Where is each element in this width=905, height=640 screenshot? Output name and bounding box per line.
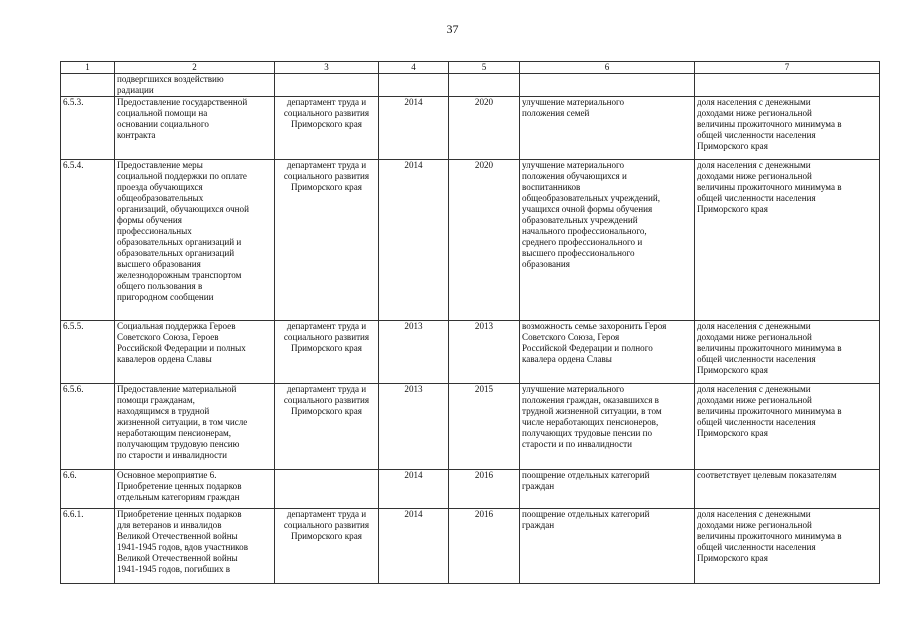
end-year: 2013 [449, 321, 520, 384]
executor: департамент труда и социального развития Приморского края [275, 160, 379, 321]
item-number: 6.5.3. [61, 97, 115, 160]
indicator: доля населения с денежными доходами ниже региональной величины прожиточного минимума в общей численности населения Приморского края [695, 160, 880, 321]
column-number: 2 [115, 62, 275, 74]
end-year: 2020 [449, 97, 520, 160]
executor: департамент труда и социального развития Приморского края [275, 509, 379, 584]
activity-name: Предоставление государственной социальной помощи на основании социального контракта [115, 97, 275, 160]
executor [275, 74, 379, 97]
executor: департамент труда и социального развития Приморского края [275, 97, 379, 160]
column-number-row [61, 62, 880, 74]
expected-result: улучшение материального положения граждан, оказавшихся в трудной жизненной ситуации, в том числе неработающих пенсионеров, получающих трудовые пенсии по старости и по инвалидности [520, 384, 695, 470]
activity-name: Основное мероприятие 6. Приобретение ценных подарков отдельным категориям граждан [115, 470, 275, 509]
executor: департамент труда и социального развития Приморского края [275, 384, 379, 470]
end-year [449, 74, 520, 97]
item-number [61, 74, 115, 97]
table-row [61, 321, 880, 384]
item-number: 6.6. [61, 470, 115, 509]
column-number: 1 [61, 62, 115, 74]
expected-result: поощрение отдельных категорий граждан [520, 509, 695, 584]
table-row [61, 160, 880, 321]
column-number: 5 [449, 62, 520, 74]
end-year: 2020 [449, 160, 520, 321]
activity-name: Социальная поддержка Героев Советского Союза, Героев Российской Федерации и полных кавалеров ордена Славы [115, 321, 275, 384]
column-number: 7 [695, 62, 880, 74]
item-number: 6.5.6. [61, 384, 115, 470]
indicator [695, 74, 880, 97]
table-row [61, 509, 880, 584]
start-year: 2014 [379, 509, 449, 584]
table-row [61, 384, 880, 470]
executor: департамент труда и социального развития Приморского края [275, 321, 379, 384]
table-row [61, 74, 880, 97]
end-year: 2015 [449, 384, 520, 470]
expected-result: поощрение отдельных категорий граждан [520, 470, 695, 509]
expected-result: улучшение материального положения обучающихся и воспитанников общеобразовательных учреждений, учащихся очной формы обучения образовательных учреждений начального профессионального, среднего профессионального и высшего профессионального образования [520, 160, 695, 321]
start-year: 2014 [379, 470, 449, 509]
end-year: 2016 [449, 509, 520, 584]
expected-result: возможность семье захоронить Героя Советского Союза, Героя Российской Федерации и полного кавалера ордена Славы [520, 321, 695, 384]
start-year: 2013 [379, 384, 449, 470]
activity-name: подвергшихся воздействию радиации [115, 74, 275, 97]
item-number: 6.5.4. [61, 160, 115, 321]
start-year: 2014 [379, 97, 449, 160]
activity-name: Предоставление материальной помощи гражданам, находящимся в трудной жизненной ситуации, в том числе неработающим пенсионерам, получающим трудовую пенсию по старости и инвалидности [115, 384, 275, 470]
table-row [61, 97, 880, 160]
expected-result [520, 74, 695, 97]
executor [275, 470, 379, 509]
start-year: 2014 [379, 160, 449, 321]
item-number: 6.6.1. [61, 509, 115, 584]
indicator: доля населения с денежными доходами ниже региональной величины прожиточного минимума в общей численности населения Приморского края [695, 97, 880, 160]
activity-name: Приобретение ценных подарков для ветеранов и инвалидов Великой Отечественной войны 1941-1945 годов, вдов участников Великой Отечественной войны 1941-1945 годов, погибших в [115, 509, 275, 584]
activity-name: Предоставление меры социальной поддержки по оплате проезда обучающихся общеобразовательных организаций, обучающихся очной формы обучения профессиональных образовательных организаций и образовательных организаций высшего образования железнодорожным транспортом общего пользования в пригородном сообщении [115, 160, 275, 321]
column-number: 3 [275, 62, 379, 74]
expected-result: улучшение материального положения семей [520, 97, 695, 160]
start-year: 2013 [379, 321, 449, 384]
page-number: 37 [446, 22, 459, 36]
column-number: 4 [379, 62, 449, 74]
end-year: 2016 [449, 470, 520, 509]
program-activities-table [60, 61, 880, 584]
indicator: доля населения с денежными доходами ниже региональной величины прожиточного минимума в общей численности населения Приморского края [695, 321, 880, 384]
start-year [379, 74, 449, 97]
column-number: 6 [520, 62, 695, 74]
table-row [61, 470, 880, 509]
indicator: доля населения с денежными доходами ниже региональной величины прожиточного минимума в общей численности населения Приморского края [695, 509, 880, 584]
item-number: 6.5.5. [61, 321, 115, 384]
indicator: доля населения с денежными доходами ниже региональной величины прожиточного минимума в общей численности населения Приморского края [695, 384, 880, 470]
indicator: соответствует целевым показателям [695, 470, 880, 509]
